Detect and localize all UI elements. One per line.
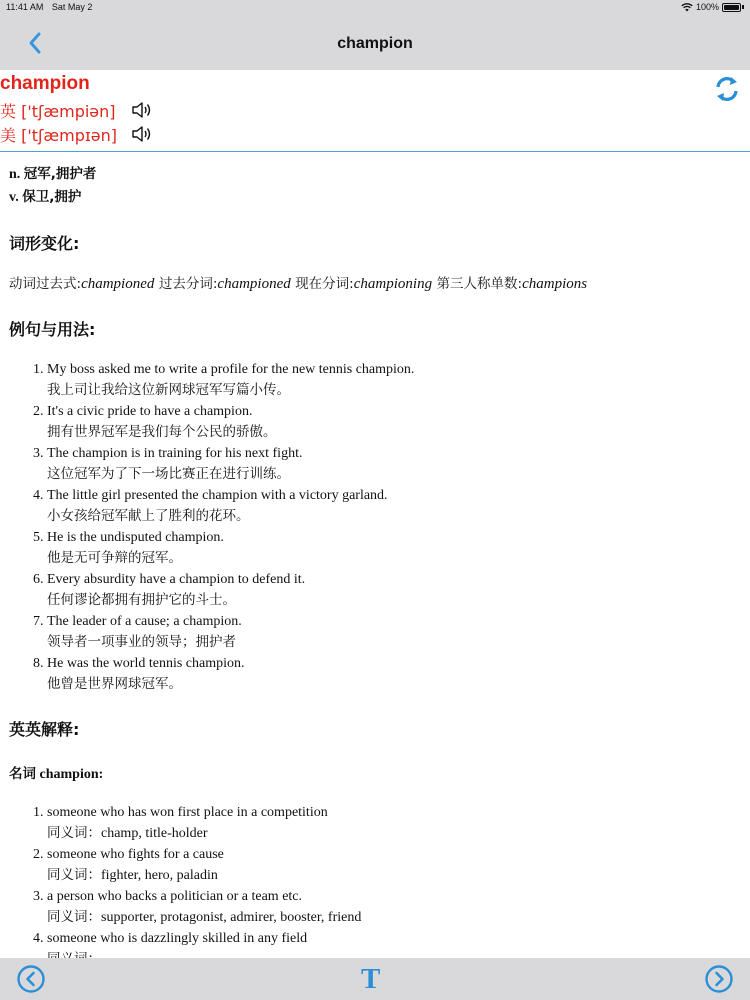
definition-noun	[9, 163, 750, 186]
examples-list	[9, 359, 750, 695]
examples-heading: 例句与用法:	[9, 320, 96, 339]
dictionary-content[interactable]	[0, 153, 750, 958]
us-pronunciation	[0, 123, 153, 145]
pos-label: n.	[9, 167, 21, 182]
example-zh: 拥有世界冠军是我们每个公民的骄傲。	[47, 424, 277, 440]
example-zh: 他曾是世界网球冠军。	[47, 676, 182, 692]
example-zh: 领导者一项事业的领导；拥护者	[47, 634, 236, 650]
us-phonetic-text: ['tʃæmpɪən]	[21, 125, 118, 145]
wifi-icon	[681, 3, 693, 12]
form-label: 第三人称单数:	[436, 276, 523, 292]
example-zh: 任何谬论都拥有拥护它的斗士。	[47, 592, 236, 608]
synonym-label: 同义词：	[47, 825, 101, 841]
synonyms: supporter, protagonist, admirer, booster, friend	[101, 910, 362, 925]
circle-chevron-right-icon	[704, 964, 734, 994]
list-item	[47, 844, 750, 886]
synonym-label: 同义词：	[47, 909, 101, 925]
speaker-icon[interactable]	[131, 124, 153, 144]
example-zh: 这位冠军为了下一场比赛正在进行训练。	[47, 466, 290, 482]
status-bar	[0, 0, 750, 16]
list-item	[47, 653, 750, 695]
list-item	[47, 527, 750, 569]
battery-icon	[722, 3, 741, 12]
example-en: My boss asked me to write a profile for the new tennis champion.	[47, 362, 415, 377]
list-item	[47, 401, 750, 443]
us-label: 美	[0, 125, 17, 145]
pos-label: v.	[9, 190, 19, 205]
form-value: championing	[353, 276, 433, 292]
example-zh: 他是无可争辩的冠军。	[47, 550, 182, 566]
example-zh: 小女孩给冠军献上了胜利的花环。	[47, 508, 250, 524]
status-time: 11:41 AM	[6, 2, 44, 12]
example-en: The leader of a cause; a champion.	[47, 614, 242, 629]
example-en: The little girl presented the champion with a victory garland.	[47, 488, 388, 503]
status-date: Sat May 2	[51, 2, 93, 12]
previous-word-button[interactable]	[16, 964, 46, 994]
english-def: a person who backs a politician or a team etc.	[47, 889, 303, 904]
example-en: He was the world tennis champion.	[47, 656, 245, 671]
definition-text: 保卫,拥护	[22, 189, 82, 205]
battery-cap	[742, 5, 744, 9]
navigation-bar	[0, 16, 750, 70]
uk-phonetic	[0, 99, 131, 122]
list-item	[47, 802, 750, 844]
us-phonetic	[0, 123, 131, 146]
example-zh: 我上司让我给这位新网球冠军写篇小传。	[47, 382, 290, 398]
refresh-button[interactable]	[712, 74, 742, 104]
form-value: championed	[217, 276, 291, 292]
noun-label-zh: 名词	[9, 766, 36, 782]
form-label: 现在分词:	[295, 276, 354, 292]
list-item	[47, 443, 750, 485]
example-en: Every absurdity have a champion to defend it.	[47, 572, 306, 587]
english-definitions-list	[9, 802, 750, 970]
english-def: someone who fights for a cause	[47, 847, 224, 862]
form-label: 过去分词:	[158, 276, 218, 292]
noun-label	[9, 763, 750, 786]
uk-label: 英	[0, 101, 17, 121]
example-en: The champion is in training for his next fight.	[47, 446, 303, 461]
bottom-toolbar	[0, 958, 750, 1000]
form-label: 动词过去式:	[9, 276, 82, 292]
english-def: someone who has won first place in a competition	[47, 805, 328, 820]
circle-chevron-left-icon	[16, 964, 46, 994]
synonyms: champ, title-holder	[101, 826, 208, 841]
example-en: It's a civic pride to have a champion.	[47, 404, 253, 419]
font-size-button[interactable]: T	[361, 963, 381, 995]
list-item	[47, 886, 750, 928]
list-item	[47, 485, 750, 527]
uk-pronunciation	[0, 99, 153, 121]
definition-verb	[9, 186, 750, 209]
list-item	[47, 359, 750, 401]
next-word-button[interactable]	[704, 964, 734, 994]
refresh-icon	[712, 74, 742, 104]
uk-phonetic-text: ['tʃæmpiən]	[21, 101, 116, 121]
form-value: championed	[81, 276, 155, 292]
forms-heading: 词形变化:	[9, 234, 80, 253]
noun-word: champion:	[39, 767, 104, 782]
form-value: champions	[522, 276, 588, 292]
battery-percent: 100%	[695, 2, 719, 12]
word-header	[0, 70, 750, 152]
english-heading: 英英解释:	[9, 720, 80, 739]
headword: champion	[0, 73, 90, 94]
word-forms	[9, 273, 750, 295]
example-en: He is the undisputed champion.	[47, 530, 224, 545]
list-item	[47, 569, 750, 611]
speaker-icon[interactable]	[131, 100, 153, 120]
synonyms: fighter, hero, paladin	[101, 868, 218, 883]
definition-text: 冠军,拥护者	[23, 166, 97, 182]
synonym-label: 同义词：	[47, 867, 101, 883]
page-title: champion	[337, 35, 413, 52]
english-def: someone who is dazzlingly skilled in any field	[47, 931, 308, 946]
list-item	[47, 611, 750, 653]
